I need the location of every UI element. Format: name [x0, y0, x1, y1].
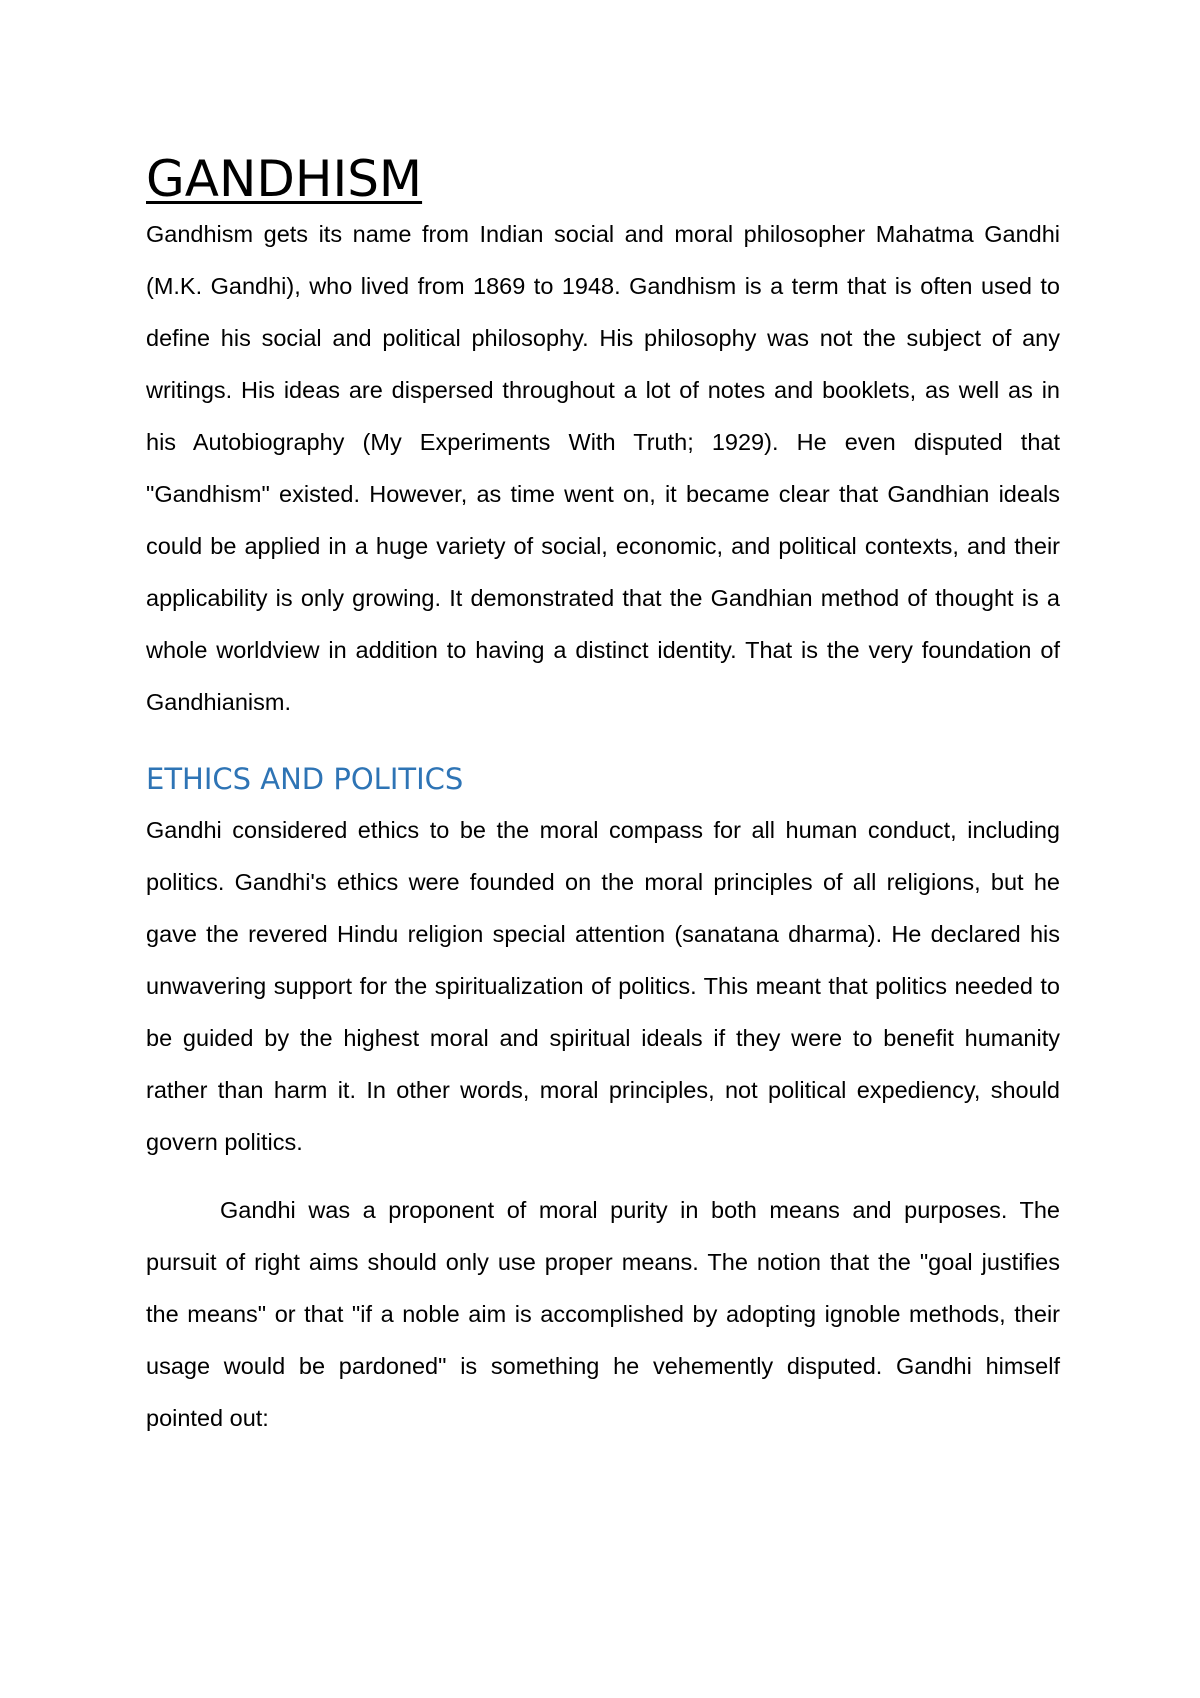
intro-paragraph: Gandhism gets its name from Indian social and moral philosopher Mahatma Gandhi (M.K. Gandhi), who lived from 1869 to 1948. Gandhism is a term that is often used to define his social and political philosophy. His philosophy was not the subject of any writings. His ideas are dispersed throughout a lot of notes and booklets, as well as in his Autobiography (My Experiments With Truth; 1929). He even disputed that "Gandhism" existed. However, as time went on, it became clear that Gandhian ideals could be applied in a huge variety of social, economic, and political contexts, and their applicability is only growing. It demonstrated that the Gandhian method of thought is a whole worldview in addition to having a distinct identity. That is the very foundation of Gandhianism. — [146, 221, 1060, 715]
document-title: GANDHISM — [146, 150, 423, 208]
document-page — [146, 150, 1060, 1444]
section-paragraph-2: Gandhi was a proponent of moral purity in both means and purposes. The pursuit of right aims should only use proper means. The notion that the "goal justifies the means" or that "if a noble aim is accomplished by adopting ignoble methods, their usage would be pardoned" is something he vehemently disputed. Gandhi himself pointed out: — [146, 1197, 1060, 1431]
section-paragraph-1: Gandhi considered ethics to be the moral compass for all human conduct, including politics. Gandhi's ethics were founded on the moral principles of all religions, but he gave the revered Hindu religion special attention (sanatana dharma). He declared his unwavering support for the spiritualization of politics. This meant that politics needed to be guided by the highest moral and spiritual ideals if they were to benefit humanity rather than harm it. In other words, moral principles, not political expediency, should govern politics. — [146, 817, 1060, 1155]
section-heading: ETHICS AND POLITICS — [146, 762, 464, 796]
